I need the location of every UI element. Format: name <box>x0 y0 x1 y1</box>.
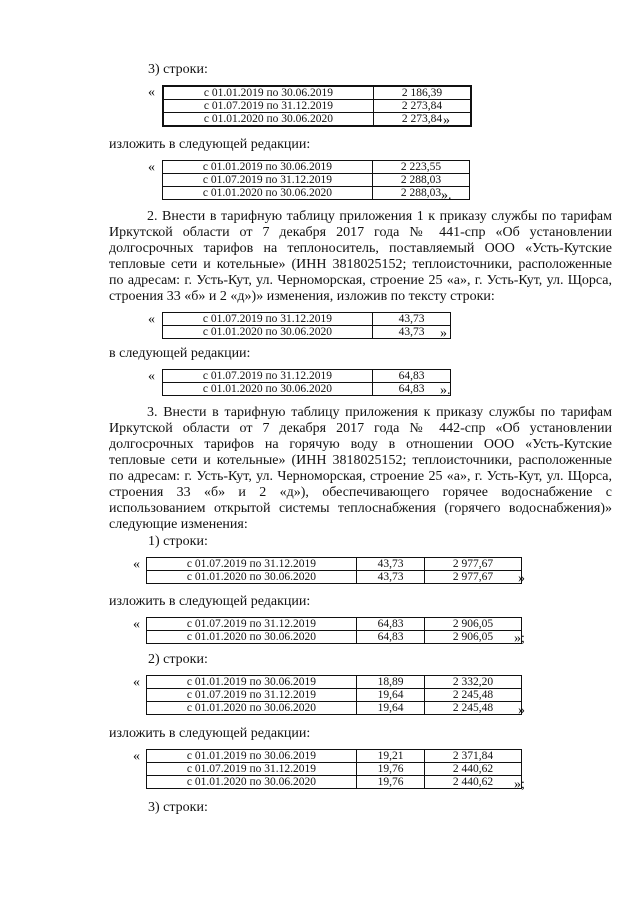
period-cell: с 01.01.2020 по 30.06.2020 <box>163 187 373 200</box>
close-quote: ». <box>441 188 452 203</box>
tariff-value-cell: 2 977,67 <box>425 571 522 584</box>
period-cell: с 01.01.2020 по 30.06.2020 <box>147 702 357 715</box>
tariff-value-cell: 43,73 <box>357 558 425 571</box>
period-cell: с 01.01.2020 по 30.06.2020 <box>147 571 357 584</box>
tariff-value-cell: 64,83 <box>357 618 425 631</box>
tariff-value-cell: 19,64 <box>357 689 425 702</box>
tariff-value-cell: 2 186,39 <box>374 86 472 100</box>
table-row <box>147 558 522 571</box>
close-quote: » <box>518 571 525 586</box>
tariff-value-cell: 43,73 <box>373 313 451 326</box>
close-quote: » <box>443 113 450 128</box>
period-cell: с 01.01.2020 по 30.06.2020 <box>147 631 357 644</box>
period-cell: с 01.01.2019 по 30.06.2019 <box>147 750 357 763</box>
close-quote: »; <box>514 777 525 792</box>
table-row <box>163 174 470 187</box>
tariff-value-cell: 2 245,48 <box>425 702 522 715</box>
sub-heading-1: 1) строки: <box>148 534 208 549</box>
table-row <box>163 383 451 396</box>
period-cell: с 01.07.2019 по 31.12.2019 <box>147 763 357 776</box>
open-quote: « <box>148 160 155 175</box>
tariff-value-cell: 2 223,55 <box>373 161 470 174</box>
replace-text: изложить в следующей редакции: <box>109 137 311 152</box>
tariff-value-cell: 2 332,20 <box>425 676 522 689</box>
sub-heading-2: 2) строки: <box>148 652 208 667</box>
period-cell: с 01.01.2019 по 30.06.2019 <box>163 161 373 174</box>
table-row <box>163 187 470 200</box>
open-quote: « <box>133 617 140 632</box>
close-quote: » <box>518 703 525 718</box>
tariff-value-cell: 2 273,84 <box>374 100 472 113</box>
replace-text: изложить в следующей редакции: <box>109 726 311 741</box>
table-row <box>147 571 522 584</box>
table-row <box>163 86 471 100</box>
replace-text: в следующей редакции: <box>109 346 251 361</box>
tariff-value-cell: 19,76 <box>357 776 425 789</box>
tariff-value-cell: 64,83 <box>357 631 425 644</box>
tariff-value-cell: 2 288,03 <box>373 174 470 187</box>
tariff-value-cell: 2 371,84 <box>425 750 522 763</box>
open-quote: « <box>133 749 140 764</box>
close-quote: ». <box>440 383 451 398</box>
tariff-value-cell: 19,64 <box>357 702 425 715</box>
tariff-value-cell: 43,73 <box>357 571 425 584</box>
tariff-value-cell: 2 440,62 <box>425 776 522 789</box>
open-quote: « <box>133 675 140 690</box>
tariff-value-cell: 18,89 <box>357 676 425 689</box>
tariff-value-cell: 2 245,48 <box>425 689 522 702</box>
tariff-table-old <box>146 675 522 715</box>
open-quote: « <box>133 557 140 572</box>
table-row <box>163 326 451 339</box>
close-quote: » <box>440 326 447 341</box>
table-row <box>147 676 522 689</box>
tariff-value-cell: 2 288,03 <box>373 187 470 200</box>
table-row <box>163 161 470 174</box>
open-quote: « <box>148 85 155 100</box>
table-row <box>147 776 522 789</box>
period-cell: с 01.01.2019 по 30.06.2019 <box>163 86 374 100</box>
tariff-table-new <box>162 369 451 396</box>
open-quote: « <box>148 369 155 384</box>
tariff-value-cell: 19,76 <box>357 763 425 776</box>
period-cell: с 01.01.2019 по 30.06.2019 <box>147 676 357 689</box>
table-row <box>147 763 522 776</box>
tariff-table-new <box>146 617 522 644</box>
tariff-value-cell: 2 906,05 <box>425 618 522 631</box>
tariff-value-cell: 2 440,62 <box>425 763 522 776</box>
tariff-value-cell: 19,21 <box>357 750 425 763</box>
tariff-value-cell: 2 906,05 <box>425 631 522 644</box>
close-quote: »; <box>514 631 525 646</box>
tariff-value-cell: 64,83 <box>373 383 451 396</box>
period-cell: с 01.01.2020 по 30.06.2020 <box>163 113 374 127</box>
table-row <box>163 313 451 326</box>
period-cell: с 01.07.2019 по 31.12.2019 <box>163 100 374 113</box>
table-row <box>147 750 522 763</box>
period-cell: с 01.07.2019 по 31.12.2019 <box>147 558 357 571</box>
tariff-table-new <box>146 749 522 789</box>
sub-heading-3: 3) строки: <box>148 62 208 77</box>
table-row <box>163 100 471 113</box>
tariff-value-cell: 43,73 <box>373 326 451 339</box>
item-3-paragraph: 3. Внести в тарифную таблицу приложения к приказу службы по тарифам Иркутской области от 7 декабря 2017 года № 442-спр «Об установлении долгосрочных тарифов на горячую воду в отношении ООО «Усть-Кутские тепловые сети и котельные» (ИНН 3818025152; теплоисточники, расположенные по адресам: г. Усть-Кут, ул. Черноморская, строение 25 «а», г. Усть-Кут, ул. Щорса, строения 33 «б» и 2 «д»), обеспечивающего горячее водоснабжение с использованием открытой системы теплоснабжения (горячего водоснабжения)» следующие изменения: <box>109 405 612 532</box>
item-2-paragraph: 2. Внести в тарифную таблицу приложения 1 к приказу службы по тарифам Иркутской области от 7 декабря 2017 года № 441-спр «Об установлении долгосрочных тарифов на теплоноситель, поставляемый ООО «Усть-Кутские тепловые сети и котельные» (ИНН 3818025152; теплоисточники, расположенные по адресам: г. Усть-Кут, ул. Черноморская, строение 25 «а», г. Усть-Кут, ул. Щорса, строения 33 «б» и 2 «д»)» изменения, изложив по тексту строки: <box>109 209 612 304</box>
period-cell: с 01.01.2020 по 30.06.2020 <box>163 383 373 396</box>
open-quote: « <box>148 312 155 327</box>
tariff-table-new <box>162 160 470 200</box>
period-cell: с 01.07.2019 по 31.12.2019 <box>163 174 373 187</box>
tariff-table-old <box>162 312 451 339</box>
table-row <box>147 702 522 715</box>
sub-heading-3: 3) строки: <box>148 800 208 815</box>
table-row <box>147 689 522 702</box>
table-row <box>147 618 522 631</box>
period-cell: с 01.07.2019 по 31.12.2019 <box>147 689 357 702</box>
period-cell: с 01.07.2019 по 31.12.2019 <box>163 313 373 326</box>
tariff-value-cell: 2 273,84 <box>374 113 472 127</box>
period-cell: с 01.07.2019 по 31.12.2019 <box>147 618 357 631</box>
table-row <box>163 113 471 127</box>
replace-text: изложить в следующей редакции: <box>109 594 311 609</box>
period-cell: с 01.01.2020 по 30.06.2020 <box>147 776 357 789</box>
period-cell: с 01.01.2020 по 30.06.2020 <box>163 326 373 339</box>
tariff-value-cell: 64,83 <box>373 370 451 383</box>
tariff-table-old <box>146 557 522 584</box>
tariff-value-cell: 2 977,67 <box>425 558 522 571</box>
table-row <box>147 631 522 644</box>
period-cell: с 01.07.2019 по 31.12.2019 <box>163 370 373 383</box>
tariff-table-old <box>162 85 472 127</box>
table-row <box>163 370 451 383</box>
